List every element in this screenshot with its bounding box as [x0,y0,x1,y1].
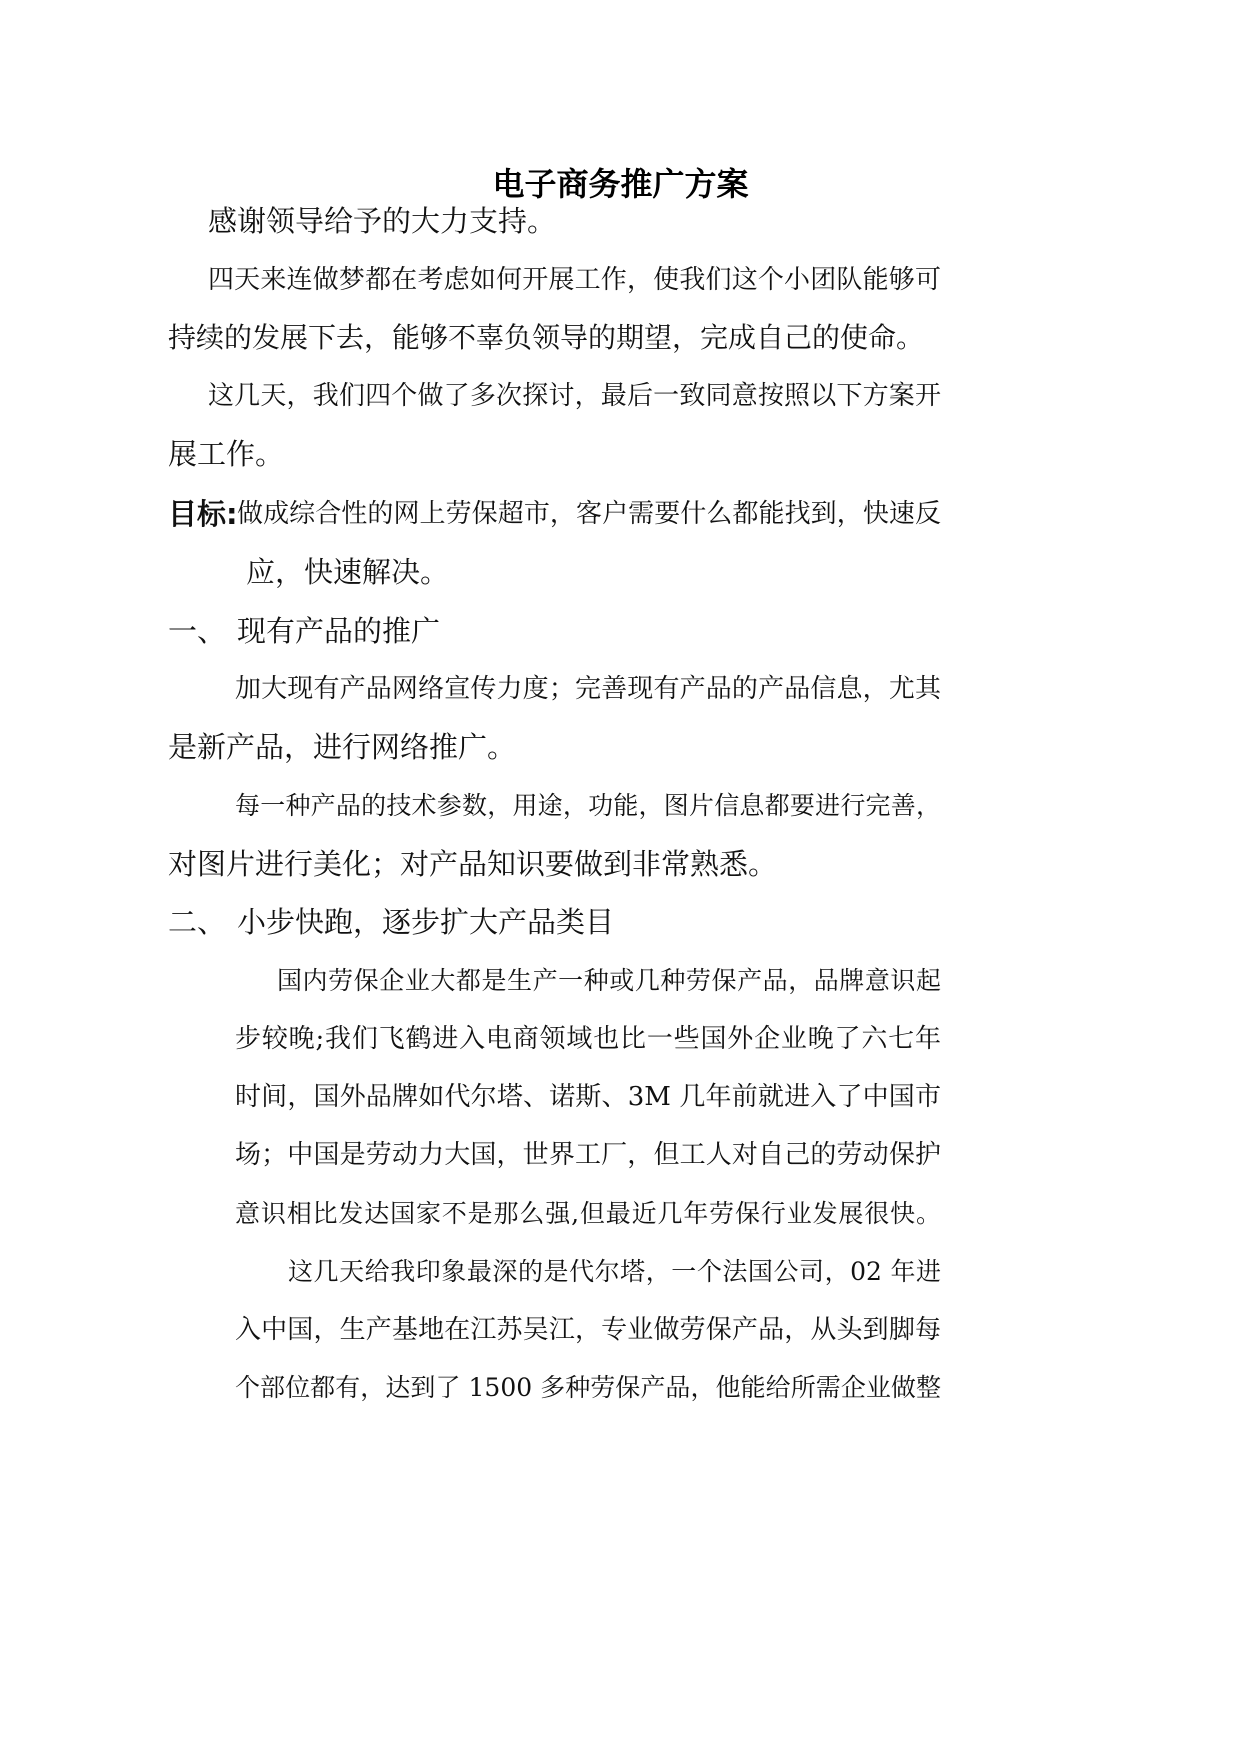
section-2-number: 二、 [168,905,227,939]
section-1-line-1: 加大现有产品网络宣传力度；完善现有产品的产品信息，尤其 [235,674,941,704]
section-2-line-1: 国内劳保企业大都是生产一种或几种劳保产品，品牌意识起 [277,966,941,995]
section-2-line-2: 步较晚;我们飞鹤进入电商领域也比一些国外企业晚了六七年 [235,1024,941,1054]
section-1-line-4: 对图片进行美化；对产品知识要做到非常熟悉。 [168,847,778,881]
section-1-number: 一、 [168,614,227,648]
section-2-line-6: 这几天给我印象最深的是代尔塔，一个法国公司，02 年进 [288,1257,941,1286]
goal-line-2: 应，快速解决。 [246,555,450,589]
section-2-line-5: 意识相比发达国家不是那么强,但最近几年劳保行业发展很快。 [235,1199,941,1228]
section-1-line-3: 每一种产品的技术参数，用途，功能，图片信息都要进行完善， [235,791,941,820]
goal-line-1: 做成综合性的网上劳保超市，客户需要什么都能找到，快速反 [237,499,941,529]
intro-line-2: 四天来连做梦都在考虑如何开展工作，使我们这个小团队能够可 [208,265,941,295]
section-2-line-8: 个部位都有，达到了 1500 多种劳保产品，他能给所需企业做整 [235,1373,941,1402]
section-1-heading: 现有产品的推广 [237,614,441,648]
intro-line-3: 持续的发展下去，能够不辜负领导的期望，完成自己的使命。 [168,321,925,354]
intro-line-5: 展工作。 [168,437,285,471]
intro-line-1: 感谢领导给予的大力支持。 [208,204,557,238]
intro-line-4: 这几天，我们四个做了多次探讨，最后一致同意按照以下方案开 [208,381,941,411]
section-2-line-4: 场；中国是劳动力大国，世界工厂，但工人对自己的劳动保护 [235,1140,941,1170]
section-2-line-3: 时间，国外品牌如代尔塔、诺斯、3M 几年前就进入了中国市 [235,1082,941,1112]
document-title: 电子商务推广方案 [492,165,749,203]
section-1-line-2: 是新产品，进行网络推广。 [168,730,517,764]
section-2-line-7: 入中国，生产基地在江苏吴江，专业做劳保产品，从头到脚每 [235,1315,941,1345]
goal-label: 目标: [168,497,238,531]
section-2-heading: 小步快跑，逐步扩大产品类目 [237,905,615,939]
